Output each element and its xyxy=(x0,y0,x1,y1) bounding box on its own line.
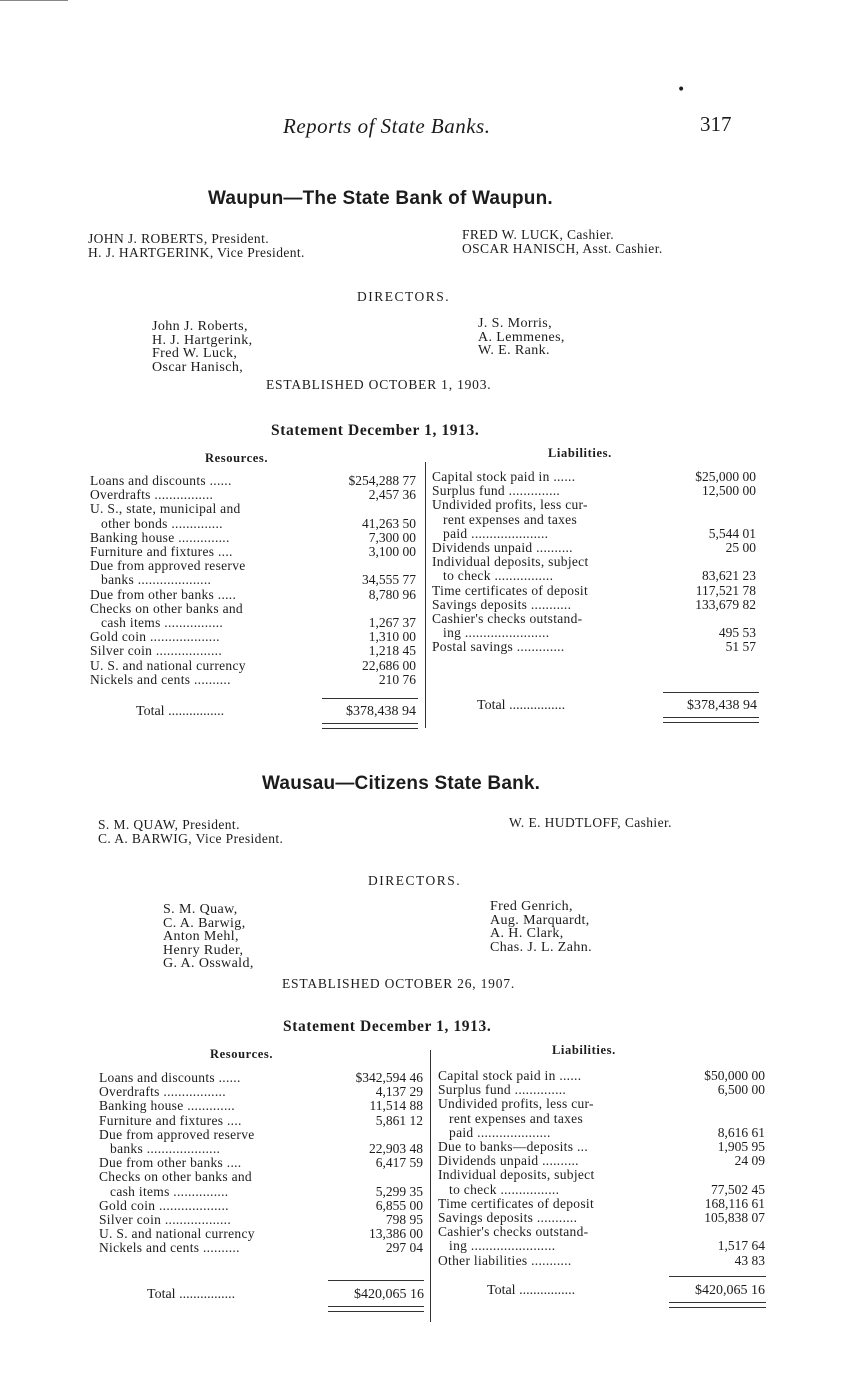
officer-line: S. M. QUAW, President. xyxy=(98,817,240,832)
director-name: Anton Mehl, xyxy=(163,929,239,945)
ledger-amount: 77,502 45 xyxy=(711,1181,765,1197)
ledger-row xyxy=(438,1154,765,1168)
ledger-row xyxy=(438,1140,765,1154)
bank1-resources-double-rule xyxy=(322,723,418,729)
bank1-liabilities-list xyxy=(432,470,756,655)
ledger-amount xyxy=(759,1097,765,1111)
ledger-row xyxy=(99,1227,423,1241)
bank1-established: ESTABLISHED OCTOBER 1, 1903. xyxy=(266,377,492,392)
ledger-amount: 11,514 88 xyxy=(369,1098,423,1114)
officer-line: C. A. BARWIG, Vice President. xyxy=(98,831,284,846)
ledger-amount: 6,417 59 xyxy=(375,1155,423,1171)
ledger-row xyxy=(99,1142,423,1156)
ledger-label: Loans and discounts ...... xyxy=(90,474,232,488)
director-name: Aug. Marquardt, xyxy=(490,912,590,928)
director-name: C. A. Barwig, xyxy=(163,915,246,931)
bank2-liabilities-list xyxy=(438,1069,765,1268)
ledger-row xyxy=(438,1254,765,1268)
bank2-resources-rule xyxy=(328,1280,424,1281)
ledger-amount: 8,616 61 xyxy=(717,1124,765,1140)
ledger-label: Time certificates of deposit xyxy=(432,583,588,598)
ledger-label: Nickels and cents .......... xyxy=(90,672,231,687)
ledger-label: Surplus fund .............. xyxy=(432,484,561,499)
bank1-officers-right xyxy=(462,228,663,256)
ledger-label: Banking house .............. xyxy=(90,530,230,545)
director-name: John J. Roberts, xyxy=(152,319,248,334)
bank1-resources-heading: Resources. xyxy=(205,451,269,465)
director-name: H. J. Hartgerink, xyxy=(152,332,253,348)
ledger-row xyxy=(90,573,416,587)
ledger-row xyxy=(90,616,416,630)
bank1-liabilities-double-rule xyxy=(663,717,759,723)
bank1-resources-rule xyxy=(322,698,418,699)
ledger-row xyxy=(90,659,416,673)
ledger-row xyxy=(99,1185,423,1199)
ledger-amount: 41,263 50 xyxy=(362,515,416,531)
ledger-amount: 12,500 00 xyxy=(702,483,756,499)
ledger-label: Silver coin .................. xyxy=(99,1213,231,1228)
ledger-label: other bonds .............. xyxy=(90,516,223,531)
director-name: W. E. Rank. xyxy=(478,343,550,359)
ledger-amount: 5,299 35 xyxy=(375,1183,423,1199)
scan-edge-mark xyxy=(0,0,68,1)
director-name: S. M. Quaw, xyxy=(163,902,238,917)
bank2-directors-left xyxy=(163,903,254,971)
ledger-row xyxy=(432,527,756,541)
bank1-column-divider xyxy=(425,462,426,728)
ledger-label: Due from other banks .... xyxy=(99,1156,242,1171)
ledger-row xyxy=(90,474,416,488)
ledger-label: Furniture and fixtures .... xyxy=(90,545,233,560)
bank2-officers-left xyxy=(98,818,283,846)
ledger-label: Due from other banks ..... xyxy=(90,587,237,602)
bank1-resources-total xyxy=(136,704,416,720)
ledger-amount xyxy=(750,498,756,512)
ledger-label: U. S. and national currency xyxy=(90,658,246,673)
director-name: Oscar Hanisch, xyxy=(152,359,244,375)
ledger-amount: 1,310 00 xyxy=(368,629,416,645)
ledger-label: ing ....................... xyxy=(438,1239,556,1254)
ledger-amount: 25 00 xyxy=(725,540,756,556)
ledger-row xyxy=(432,612,756,626)
scan-speck: • xyxy=(677,82,686,98)
bank1-directors-right xyxy=(478,317,565,358)
officer-line: W. E. HUDTLOFF, Cashier. xyxy=(509,815,672,830)
ledger-label: Capital stock paid in ...... xyxy=(438,1069,582,1083)
bank1-statement-heading: Statement December 1, 1913. xyxy=(271,422,480,439)
ledger-amount: $50,000 00 xyxy=(704,1068,765,1083)
ledger-amount: 3,100 00 xyxy=(368,544,416,560)
ledger-label: Other liabilities ........... xyxy=(438,1253,572,1268)
ledger-label: paid ..................... xyxy=(432,526,549,541)
ledger-label: paid .................... xyxy=(438,1125,551,1140)
bank2-liabilities-double-rule xyxy=(669,1302,766,1308)
ledger-amount: 798 95 xyxy=(385,1212,423,1228)
ledger-row xyxy=(438,1112,765,1126)
ledger-row xyxy=(432,513,756,527)
bank1-liabilities-total xyxy=(477,698,757,714)
ledger-label: Undivided profits, less cur- xyxy=(432,498,588,513)
ledger-row xyxy=(438,1183,765,1197)
director-name: G. A. Osswald, xyxy=(163,956,254,972)
bank1-directors-heading: DIRECTORS. xyxy=(357,289,451,304)
ledger-label: Cashier's checks outstand- xyxy=(438,1225,589,1240)
ledger-row xyxy=(90,517,416,531)
bank1-liabilities-heading: Liabilities. xyxy=(548,446,612,460)
ledger-row xyxy=(99,1114,423,1128)
total-amount: $378,438 94 xyxy=(346,704,416,719)
ledger-label: rent expenses and taxes xyxy=(438,1111,584,1126)
ledger-amount: 1,905 95 xyxy=(717,1139,765,1155)
ledger-amount: 6,500 00 xyxy=(717,1082,765,1098)
ledger-row xyxy=(90,488,416,502)
ledger-label: cash items ............... xyxy=(99,1184,229,1199)
ledger-row xyxy=(90,502,416,516)
ledger-row xyxy=(432,640,756,654)
ledger-amount: 83,621 23 xyxy=(702,568,756,584)
officer-line: OSCAR HANISCH, Asst. Cashier. xyxy=(462,241,663,256)
director-name: A. Lemmenes, xyxy=(478,329,565,345)
ledger-row xyxy=(99,1071,423,1085)
ledger-row xyxy=(99,1099,423,1113)
bank1-liabilities-rule xyxy=(663,692,759,693)
ledger-row xyxy=(90,545,416,559)
director-name: Henry Ruder, xyxy=(163,942,244,958)
ledger-label: Due to banks—deposits ... xyxy=(438,1140,588,1155)
bank2-resources-double-rule xyxy=(328,1306,424,1312)
ledger-label: rent expenses and taxes xyxy=(432,512,578,527)
officer-line: JOHN J. ROBERTS, President. xyxy=(88,231,270,246)
ledger-label: Gold coin ................... xyxy=(90,630,220,645)
ledger-amount: 210 76 xyxy=(378,671,416,687)
total-amount: $420,065 16 xyxy=(354,1287,424,1302)
ledger-label: Silver coin .................. xyxy=(90,644,222,659)
ledger-row xyxy=(90,531,416,545)
ledger-label: Undivided profits, less cur- xyxy=(438,1097,594,1112)
ledger-label: Banking house ............. xyxy=(99,1099,235,1114)
ledger-label: cash items ................ xyxy=(90,616,224,631)
ledger-label: Dividends unpaid .......... xyxy=(432,541,573,556)
total-label: Total ................ xyxy=(477,698,566,713)
ledger-amount: 1,517 64 xyxy=(717,1238,765,1254)
ledger-label: Savings deposits ........... xyxy=(438,1211,578,1226)
bank1-resources-list xyxy=(90,474,416,687)
ledger-amount: 2,457 36 xyxy=(368,487,416,503)
ledger-label: Gold coin ................... xyxy=(99,1198,229,1213)
ledger-amount: 7,300 00 xyxy=(368,529,416,545)
ledger-row xyxy=(99,1213,423,1227)
bank2-statement-heading: Statement December 1, 1913. xyxy=(283,1018,492,1035)
ledger-row xyxy=(438,1126,765,1140)
ledger-label: Overdrafts ................ xyxy=(90,488,214,503)
ledger-amount: 22,686 00 xyxy=(362,657,416,673)
ledger-amount: $342,594 46 xyxy=(355,1070,423,1085)
bank2-resources-list xyxy=(99,1071,423,1256)
ledger-row xyxy=(438,1069,765,1083)
ledger-row xyxy=(438,1225,765,1239)
bank2-officers-right xyxy=(509,816,672,830)
ledger-row xyxy=(438,1083,765,1097)
ledger-label: banks .................... xyxy=(99,1142,221,1157)
ledger-label: Due from approved reserve xyxy=(90,559,246,574)
ledger-amount xyxy=(759,1112,765,1126)
ledger-amount: 8,780 96 xyxy=(368,586,416,602)
ledger-amount: 43 83 xyxy=(734,1252,765,1268)
ledger-label: Dividends unpaid .......... xyxy=(438,1154,579,1169)
ledger-amount: 117,521 78 xyxy=(695,582,756,598)
ledger-row xyxy=(99,1170,423,1184)
ledger-row xyxy=(438,1168,765,1182)
director-name: Fred Genrich, xyxy=(490,899,573,914)
ledger-row xyxy=(99,1085,423,1099)
ledger-amount: 22,903 48 xyxy=(369,1141,423,1157)
ledger-row xyxy=(438,1239,765,1253)
ledger-row xyxy=(432,470,756,484)
bank1-title: Waupun—The State Bank of Waupun. xyxy=(208,188,553,209)
bank2-directors-heading: DIRECTORS. xyxy=(368,873,462,888)
bank2-directors-right xyxy=(490,900,592,954)
ledger-amount xyxy=(410,559,416,573)
ledger-label: Loans and discounts ...... xyxy=(99,1071,241,1085)
ledger-amount: 34,555 77 xyxy=(362,572,416,588)
ledger-amount xyxy=(410,502,416,516)
ledger-row xyxy=(438,1211,765,1225)
ledger-label: Postal savings ............. xyxy=(432,640,565,655)
ledger-row xyxy=(90,630,416,644)
bank2-liabilities-rule xyxy=(669,1276,766,1277)
total-amount: $420,065 16 xyxy=(695,1283,765,1298)
ledger-amount: 168,116 61 xyxy=(704,1195,765,1211)
ledger-amount: 5,861 12 xyxy=(375,1112,423,1128)
bank2-liabilities-heading: Liabilities. xyxy=(552,1043,616,1057)
total-label: Total ................ xyxy=(147,1287,236,1302)
ledger-amount: 297 04 xyxy=(385,1240,423,1256)
total-label: Total ................ xyxy=(487,1283,576,1298)
ledger-label: Time certificates of deposit xyxy=(438,1196,594,1211)
ledger-amount: 13,386 00 xyxy=(369,1226,423,1242)
officer-line: FRED W. LUCK, Cashier. xyxy=(462,227,615,242)
ledger-row xyxy=(432,498,756,512)
ledger-row xyxy=(90,588,416,602)
ledger-row xyxy=(90,602,416,616)
ledger-row xyxy=(90,673,416,687)
ledger-row xyxy=(432,584,756,598)
ledger-amount: 6,855 00 xyxy=(375,1197,423,1213)
ledger-amount xyxy=(417,1128,423,1142)
ledger-label: Overdrafts ................. xyxy=(99,1085,226,1100)
ledger-amount xyxy=(410,602,416,616)
bank1-directors-left xyxy=(152,320,253,374)
bank2-established: ESTABLISHED OCTOBER 26, 1907. xyxy=(282,976,516,991)
ledger-row xyxy=(432,484,756,498)
ledger-amount: 105,838 07 xyxy=(704,1210,765,1226)
ledger-row xyxy=(90,559,416,573)
ledger-label: to check ................ xyxy=(438,1182,560,1197)
running-header-title: Reports of State Banks. xyxy=(283,114,491,138)
ledger-label: Due from approved reserve xyxy=(99,1127,255,1142)
bank2-resources-heading: Resources. xyxy=(210,1047,274,1061)
ledger-row xyxy=(438,1197,765,1211)
ledger-amount: 4,137 29 xyxy=(375,1084,423,1100)
ledger-row xyxy=(432,626,756,640)
ledger-amount: 24 09 xyxy=(734,1153,765,1169)
ledger-row xyxy=(438,1097,765,1111)
ledger-row xyxy=(99,1241,423,1255)
total-label: Total ................ xyxy=(136,704,225,719)
ledger-label: Individual deposits, subject xyxy=(438,1168,595,1183)
ledger-label: Nickels and cents .......... xyxy=(99,1241,240,1256)
ledger-amount xyxy=(750,513,756,527)
ledger-label: ing ....................... xyxy=(432,626,550,641)
ledger-label: Furniture and fixtures .... xyxy=(99,1113,242,1128)
ledger-row xyxy=(99,1128,423,1142)
ledger-label: Individual deposits, subject xyxy=(432,555,589,570)
ledger-amount: $254,288 77 xyxy=(348,473,416,488)
ledger-row xyxy=(99,1156,423,1170)
ledger-row xyxy=(99,1199,423,1213)
bank2-resources-total xyxy=(147,1287,424,1303)
ledger-row xyxy=(90,644,416,658)
ledger-label: to check ................ xyxy=(432,569,554,584)
ledger-label: banks .................... xyxy=(90,573,212,588)
ledger-amount: 5,544 01 xyxy=(708,525,756,541)
bank2-title: Wausau—Citizens State Bank. xyxy=(262,773,541,794)
ledger-amount xyxy=(417,1170,423,1184)
ledger-label: Capital stock paid in ...... xyxy=(432,470,576,484)
ledger-row xyxy=(432,555,756,569)
ledger-label: Surplus fund .............. xyxy=(438,1083,567,1098)
ledger-amount xyxy=(759,1168,765,1182)
ledger-row xyxy=(432,541,756,555)
ledger-label: Cashier's checks outstand- xyxy=(432,612,583,627)
director-name: J. S. Morris, xyxy=(478,316,553,331)
ledger-amount: 51 57 xyxy=(725,639,756,655)
ledger-amount: 1,267 37 xyxy=(368,615,416,631)
ledger-label: Savings deposits ........... xyxy=(432,597,572,612)
ledger-amount: $25,000 00 xyxy=(695,469,756,484)
officer-line: H. J. HARTGERINK, Vice President. xyxy=(88,245,305,260)
ledger-amount xyxy=(750,612,756,626)
ledger-amount xyxy=(759,1225,765,1239)
bank2-column-divider xyxy=(430,1050,431,1322)
ledger-row xyxy=(432,598,756,612)
director-name: Fred W. Luck, xyxy=(152,346,238,362)
ledger-row xyxy=(432,569,756,583)
ledger-label: Checks on other banks and xyxy=(90,601,243,616)
bank2-liabilities-total xyxy=(487,1283,765,1299)
ledger-label: Checks on other banks and xyxy=(99,1170,252,1185)
bank1-officers-left xyxy=(88,232,305,260)
page-number: 317 xyxy=(700,112,732,136)
director-name: Chas. J. L. Zahn. xyxy=(490,939,593,955)
director-name: A. H. Clark, xyxy=(490,926,564,942)
ledger-amount: 1,218 45 xyxy=(368,643,416,659)
ledger-amount xyxy=(750,555,756,569)
ledger-amount: 495 53 xyxy=(718,625,756,641)
ledger-label: U. S. and national currency xyxy=(99,1227,255,1242)
ledger-label: U. S., state, municipal and xyxy=(90,502,241,517)
total-amount: $378,438 94 xyxy=(687,698,757,713)
ledger-amount: 133,679 82 xyxy=(695,596,756,612)
